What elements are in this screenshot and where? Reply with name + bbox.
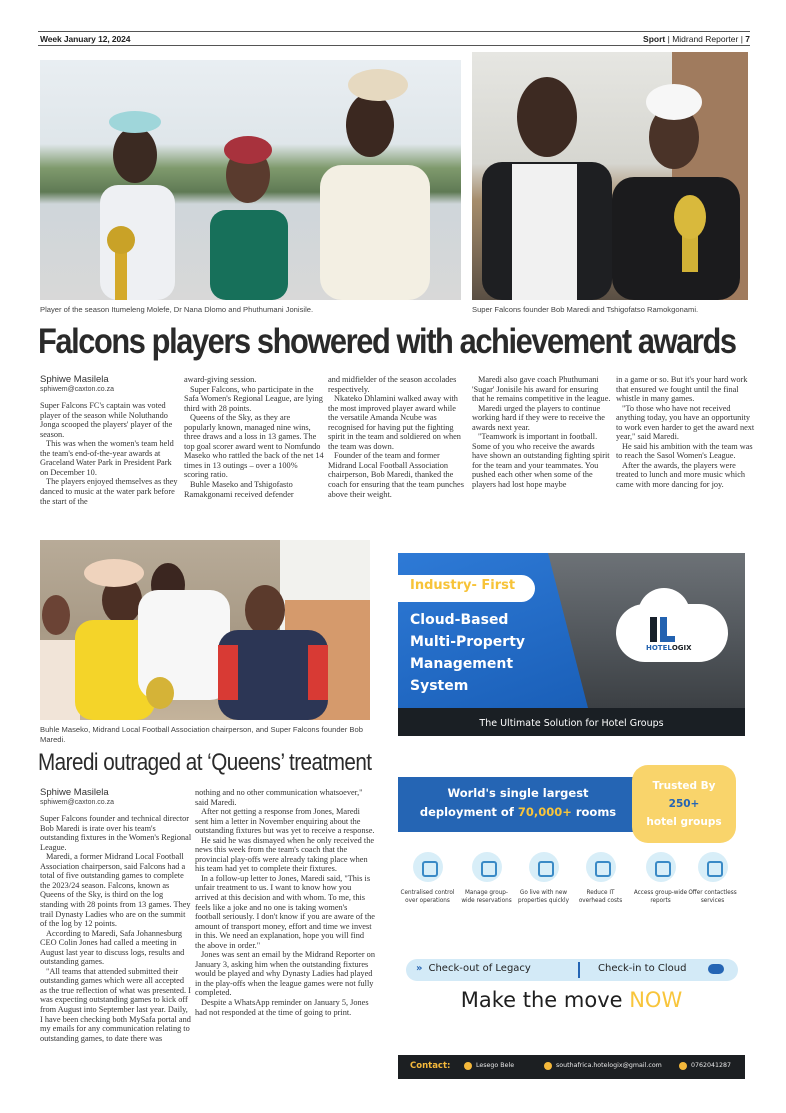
feature-item bbox=[400, 852, 455, 906]
issue-date: Week January 12, 2024 bbox=[40, 34, 131, 44]
paragraph: Despite a WhatsApp reminder on January 5, Jones had not responded at the time of going to print. bbox=[195, 998, 369, 1017]
feature-item bbox=[633, 852, 688, 906]
paragraph: Nkateko Dhlamini walked away with the most improved player award while the versatile Amanda Ncube was recognised for having put the fighting spirit in the team and soldiered on when the team was down. bbox=[328, 394, 461, 451]
phone-icon bbox=[679, 1062, 687, 1070]
trusted-number: 250+ bbox=[668, 798, 700, 810]
header-top-rule bbox=[38, 31, 750, 32]
paragraph: He said his ambition with the team was to reach the Sasol Women's League. bbox=[616, 441, 753, 461]
feature-label: Reduce IT overhead costs bbox=[578, 890, 623, 905]
hotelogix-logo-icon bbox=[650, 617, 680, 642]
article1-column-4 bbox=[472, 375, 612, 490]
feature-label: Access group-wide reports bbox=[633, 890, 688, 905]
make-the-move-text: Make the move NOW bbox=[460, 988, 683, 1012]
pill-left: » Check-out of Legacy bbox=[416, 963, 531, 974]
paragraph: Super Falcons, who participate in the Safa Women's Regional League, are lying third with 28 points. bbox=[184, 384, 323, 413]
article1-column-5 bbox=[616, 375, 756, 490]
article2-byline-email: sphiwem@caxton.co.za bbox=[40, 798, 115, 806]
paragraph: This was when the women's team held the team's end-of-the-year awards at Graceland Water Park in President Park on December 10. bbox=[40, 439, 174, 477]
legacy-to-cloud-pill bbox=[406, 959, 738, 981]
paragraph: Founder of the team and former Midrand Local Football Association chairperson, Bob Maredi, thanked the coach for ensuring that the team punches above their weight. bbox=[328, 451, 464, 499]
live-icon bbox=[529, 852, 559, 882]
paragraph: "To those who have not received anything today, you have an opportunity to work even harder to get the award next year," said Maredi. bbox=[616, 403, 755, 442]
paragraph: Super Falcons FC's captain was voted player of the season while Noluthando Jonga scooped the players' player of the season. bbox=[40, 401, 173, 439]
article1-column-1 bbox=[40, 375, 180, 506]
article2-column-1 bbox=[40, 788, 192, 1043]
paragraph: and midfielder of the season accolades respectively. bbox=[328, 375, 457, 394]
report-icon bbox=[646, 852, 676, 882]
paragraph: In a follow-up letter to Jones, Maredi said, "This is unfair treatment to us. I want to know how you arrived at this decision and with whom. To me, this feels like a joke and no one is taking women's football seriously. I don't know if you are aware of the amount of transport money, effort and time we invest in this. We need an explanation, hope you will find the above in order." bbox=[195, 873, 375, 950]
contact-name: Lesego Bele bbox=[476, 1062, 515, 1069]
feature-label: Offer contactless services bbox=[688, 890, 737, 905]
section-name: Sport bbox=[643, 34, 666, 44]
gear-group-icon bbox=[472, 852, 502, 882]
feature-item bbox=[573, 852, 628, 906]
paragraph: Maredi, a former Midrand Local Football Association chairperson, said Falcons had a total of five outstanding games to complete the 2023/24 season. Falcons, known as Queens of the Sky, is third on the log standing with 28 points from 13 games. They trail Dynasty Ladies who are on the summit of the log by 12 points. bbox=[40, 852, 191, 929]
ad-title bbox=[410, 609, 590, 697]
feature-item bbox=[459, 852, 514, 906]
paragraph: nothing and no other communication whatsoever," said Maredi. bbox=[195, 788, 363, 807]
paragraph: Maredi also gave coach Phuthumani 'Sugar' Jonisile his award for ensuring that he remains competitive in the league. bbox=[472, 375, 611, 404]
photo3-caption: Buhle Maseko, Midrand Local Football Association chairperson, and Super Falcons founder Bob Maredi. bbox=[40, 725, 363, 744]
pill-right: Check-in to Cloud bbox=[598, 963, 687, 974]
article1-headline: Falcons players showered with achievement awards bbox=[38, 322, 736, 361]
publication-name: Midrand Reporter bbox=[672, 34, 739, 44]
ad-title-line: System bbox=[410, 678, 469, 694]
paragraph: Jones was sent an email by the Midrand Reporter on January 3, asking him when the outstanding fixtures would be played and why Dynasty Ladies had played in the play-offs when the league games were not fully completed. bbox=[195, 950, 375, 998]
double-chevron-right-icon: » bbox=[416, 963, 423, 974]
hotelogix-feature-ad[interactable] bbox=[398, 762, 745, 1080]
hotelogix-wordmark: HOTELOGIX bbox=[646, 644, 692, 652]
deployment-text bbox=[398, 784, 638, 822]
ad-tagline: The Ultimate Solution for Hotel Groups bbox=[479, 718, 664, 729]
cloud-upload-icon bbox=[708, 964, 724, 974]
ad-title-line: Multi-Property bbox=[410, 634, 526, 650]
paragraph: According to Maredi, Safa Johannesburg CEO Colin Jones had called a meeting in August last year to discuss logs, results and outstanding games. bbox=[40, 928, 185, 967]
person-icon bbox=[464, 1062, 472, 1070]
article1-column-3 bbox=[328, 375, 468, 499]
trusted-line: hotel groups bbox=[646, 816, 722, 828]
article1-byline-name: Sphiwe Masilela bbox=[40, 374, 109, 385]
paragraph: Queens of the Sky, as they are popularly known, managed nine wins, three draws and a loss in 13 games. The top goal scorer award went to Nomfundo Maseko who rattled the back of the net 14 times in 13 outings – over a 100% scoring ratio. bbox=[184, 413, 324, 480]
photo-founder-with-player bbox=[472, 52, 748, 300]
article2-headline: Maredi outraged at ‘Queens’ treatment bbox=[38, 749, 372, 776]
contact-label: Contact: bbox=[410, 1061, 451, 1071]
pill-divider bbox=[578, 962, 580, 978]
paragraph: "All teams that attended submitted their outstanding games which were all accepted as the true reflection of what was presented. I was expecting outstanding games to kick off from August into September last year. Daily, I have been checking both MySafa portal and my emails for any communication relating to outstanding games, to date there was bbox=[40, 966, 191, 1043]
header-bottom-rule bbox=[38, 45, 750, 46]
feature-item bbox=[685, 852, 740, 906]
photo-people-illustration bbox=[40, 60, 461, 300]
deployment-line-2: deployment of 70,000+ rooms bbox=[419, 805, 617, 819]
feature-label: Go live with new properties quickly bbox=[518, 890, 569, 905]
cost-reduce-icon bbox=[586, 852, 616, 882]
section-folio: Sport | Midrand Reporter | 7 bbox=[643, 34, 750, 44]
contact-email[interactable]: southafrica.hotelogix@gmail.com bbox=[556, 1062, 662, 1069]
ad-title-line: Management bbox=[410, 656, 514, 672]
photo-people-illustration bbox=[40, 540, 370, 720]
article1-byline-email: sphiwem@caxton.co.za bbox=[40, 385, 115, 393]
feature-label: Manage group-wide reservations bbox=[461, 890, 512, 905]
paragraph: award-giving session. bbox=[184, 375, 257, 384]
paragraph: Super Falcons founder and technical director Bob Maredi is irate over his team's outstanding fixtures in the Women's Regional League. bbox=[40, 814, 192, 852]
article2-byline-name: Sphiwe Masilela bbox=[40, 787, 109, 798]
deployment-line-1: World's single largest bbox=[447, 786, 589, 800]
feature-label: Centralised control over operations bbox=[400, 890, 455, 905]
paragraph: He said he was dismayed when he only received the news this week from the team's coach that the provincial play-offs were already taking place when his team had yet to complete their fixtures. bbox=[195, 835, 375, 874]
photo-people-illustration bbox=[472, 52, 748, 300]
contact-phone[interactable]: 0762041287 bbox=[691, 1062, 732, 1069]
article2-column-2 bbox=[195, 788, 375, 1017]
photo-award-winners bbox=[40, 60, 461, 300]
industry-first-text: Industry- First bbox=[410, 578, 516, 593]
paragraph: in a game or so. But it's your hard work that ensured we fought until the final whistle in many games. bbox=[616, 375, 748, 404]
contactless-icon bbox=[698, 852, 728, 882]
hotelogix-banner-ad[interactable] bbox=[398, 553, 745, 736]
ad-title-line: Cloud-Based bbox=[410, 612, 509, 628]
paragraph: "Teamwork is important in football. Some of you who receive the awards have shown an outstanding fighting spirit for the team and your teammates. You pushed each other when some of the players had lost hope maybe bbox=[472, 432, 610, 490]
trusted-text bbox=[632, 777, 736, 831]
trusted-line: Trusted By bbox=[652, 780, 716, 792]
photo2-caption: Super Falcons founder Bob Maredi and Tshigofatso Ramokgonami. bbox=[472, 305, 699, 314]
paragraph: Buhle Maseko and Tshigofasto Ramakgonami received defender bbox=[184, 480, 294, 499]
paragraph: Maredi urged the players to continue working hard if they were to receive the awards next year. bbox=[472, 403, 605, 432]
paragraph: After not getting a response from Jones, Maredi sent him a letter in November enquiring about the outstanding fixtures but was yet to receive a response. bbox=[195, 807, 375, 836]
email-icon bbox=[544, 1062, 552, 1070]
feature-item bbox=[516, 852, 571, 906]
photo-handshake bbox=[40, 540, 370, 720]
page-number: 7 bbox=[745, 34, 750, 44]
paragraph: The players enjoyed themselves as they danced to music at the water park before the start of the bbox=[40, 477, 178, 506]
paragraph: After the awards, the players were treated to lunch and more music which came with more dancing for joy. bbox=[616, 460, 746, 490]
photo1-caption: Player of the season Itumeleng Molefe, Dr Nana Dlomo and Phuthumani Jonisile. bbox=[40, 305, 314, 314]
article1-column-2 bbox=[184, 375, 324, 499]
network-icon bbox=[413, 852, 443, 882]
contact-bar bbox=[398, 1055, 745, 1079]
